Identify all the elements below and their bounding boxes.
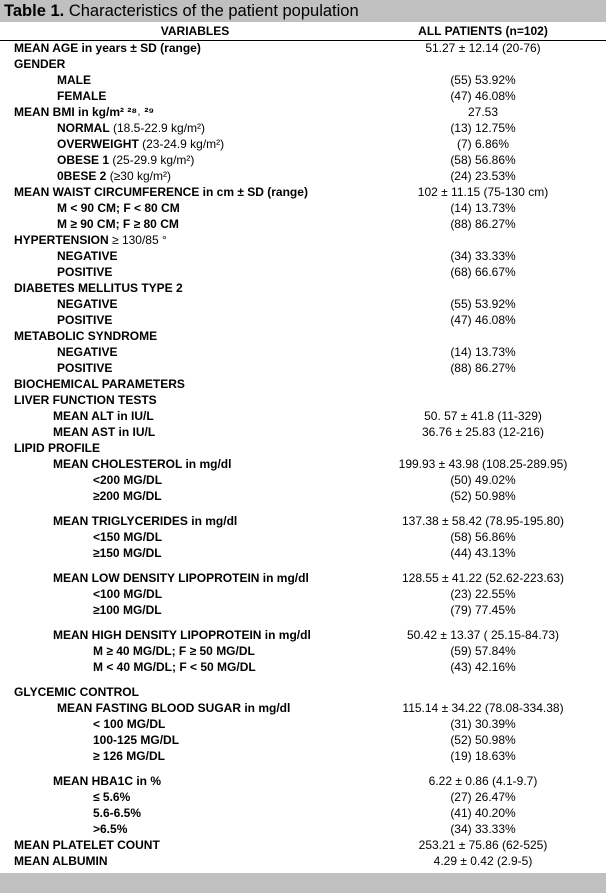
row-label bbox=[93, 545, 162, 561]
row-label bbox=[57, 168, 171, 184]
row-label bbox=[14, 280, 183, 296]
row-label bbox=[14, 232, 167, 248]
row-label-text: MEAN WAIST CIRCUMFERENCE in cm ± SD (range) bbox=[14, 185, 308, 199]
row-label bbox=[53, 627, 311, 643]
table-row bbox=[0, 602, 606, 618]
row-label-note: (23-24.9 kg/m²) bbox=[138, 137, 225, 151]
row-value: (50) 49.02% bbox=[450, 473, 516, 487]
row-label-text: NEGATIVE bbox=[57, 345, 118, 359]
row-label bbox=[57, 700, 290, 716]
table-row bbox=[0, 152, 606, 168]
table-row bbox=[0, 732, 606, 748]
row-label-text: HYPERTENSION bbox=[14, 233, 109, 247]
row-label-text: DIABETES MELLITUS TYPE 2 bbox=[14, 281, 183, 295]
table-row bbox=[0, 376, 606, 392]
row-label-text: <200 MG/DL bbox=[93, 473, 163, 487]
table-row bbox=[0, 643, 606, 659]
row-label-note: (18.5-22.9 kg/m²) bbox=[109, 121, 206, 135]
table-row bbox=[0, 104, 606, 120]
row-value: (47) 46.08% bbox=[450, 89, 516, 103]
table-row bbox=[0, 853, 606, 869]
table-row bbox=[0, 529, 606, 545]
table-row bbox=[0, 168, 606, 184]
row-label-text: MALE bbox=[57, 73, 91, 87]
row-label bbox=[57, 360, 112, 376]
row-value: (41) 40.20% bbox=[450, 806, 516, 820]
row-label-note: (≥30 kg/m²) bbox=[106, 169, 171, 183]
table-row bbox=[0, 88, 606, 104]
table-header bbox=[0, 22, 606, 41]
row-label bbox=[57, 72, 91, 88]
row-label-note: (25-29.9 kg/m²) bbox=[109, 153, 195, 167]
row-label bbox=[93, 643, 255, 659]
row-value: 4.29 ± 0.42 (2.9-5) bbox=[433, 854, 533, 868]
table-title bbox=[4, 2, 359, 21]
row-label bbox=[53, 424, 155, 440]
row-label-text: MEAN TRIGLYCERIDES in mg/dl bbox=[53, 514, 238, 528]
table-row bbox=[0, 344, 606, 360]
table-row bbox=[0, 200, 606, 216]
table-row bbox=[0, 392, 606, 408]
row-label bbox=[14, 40, 201, 56]
row-value: (13) 12.75% bbox=[450, 121, 516, 135]
table-row bbox=[0, 659, 606, 675]
row-label bbox=[93, 586, 162, 602]
row-value: 199.93 ± 43.98 (108.25-289.95) bbox=[398, 457, 568, 471]
row-label-text: ≥150 MG/DL bbox=[93, 546, 162, 560]
row-label-text: MEAN HIGH DENSITY LIPOPROTEIN in mg/dl bbox=[53, 628, 311, 642]
table-row bbox=[0, 684, 606, 700]
table-row bbox=[0, 408, 606, 424]
row-label-text: >6.5% bbox=[93, 822, 128, 836]
row-value: (7) 6.86% bbox=[456, 137, 510, 151]
row-label bbox=[93, 732, 179, 748]
table-row bbox=[0, 264, 606, 280]
table-row bbox=[0, 700, 606, 716]
row-label bbox=[57, 152, 194, 168]
row-label-text: MEAN AGE in years ± SD (range) bbox=[14, 41, 201, 55]
row-label-text: LIVER FUNCTION TESTS bbox=[14, 393, 157, 407]
table-title-bar bbox=[0, 0, 606, 22]
row-label-text: < 100 MG/DL bbox=[93, 717, 166, 731]
row-label bbox=[53, 570, 309, 586]
row-label bbox=[93, 659, 256, 675]
row-label-text: MEAN HBA1C in % bbox=[53, 774, 162, 788]
table-row bbox=[0, 586, 606, 602]
row-label bbox=[57, 136, 224, 152]
row-label bbox=[57, 216, 179, 232]
row-value: 128.55 ± 41.22 (52.62-223.63) bbox=[401, 571, 565, 585]
row-label-text: NEGATIVE bbox=[57, 249, 118, 263]
row-label bbox=[93, 789, 130, 805]
table-row bbox=[0, 789, 606, 805]
row-label bbox=[14, 684, 139, 700]
row-value: 253.21 ± 75.86 (62-525) bbox=[418, 838, 548, 852]
table-row bbox=[0, 545, 606, 561]
table-row bbox=[0, 821, 606, 837]
table-row bbox=[0, 748, 606, 764]
row-label-text: MEAN BMI in kg/m² ²⁸˒ ²⁹ bbox=[14, 105, 155, 119]
row-label bbox=[14, 392, 157, 408]
row-label-text: POSITIVE bbox=[57, 265, 113, 279]
row-label-text: MEAN ALBUMIN bbox=[14, 854, 108, 868]
table-row bbox=[0, 184, 606, 200]
row-value: (58) 56.86% bbox=[450, 153, 516, 167]
row-label bbox=[93, 805, 141, 821]
row-label bbox=[57, 120, 205, 136]
row-label bbox=[14, 328, 157, 344]
row-label bbox=[93, 716, 165, 732]
table-row bbox=[0, 805, 606, 821]
row-label-text: NEGATIVE bbox=[57, 297, 118, 311]
row-value: (58) 56.86% bbox=[450, 530, 516, 544]
table-row bbox=[0, 716, 606, 732]
row-value: (88) 86.27% bbox=[450, 217, 516, 231]
row-label-text: M < 40 MG/DL; F < 50 MG/DL bbox=[93, 660, 256, 674]
table-number: Table 1. bbox=[4, 2, 65, 20]
row-label bbox=[53, 513, 237, 529]
row-value: 36.76 ± 25.83 (12-216) bbox=[421, 425, 544, 439]
table-footer-bar bbox=[0, 873, 606, 893]
row-label-text: BIOCHEMICAL PARAMETERS bbox=[14, 377, 185, 391]
row-label bbox=[57, 344, 117, 360]
row-label-note: ≥ 130/85 ° bbox=[108, 233, 167, 247]
row-label bbox=[57, 312, 112, 328]
table-row bbox=[0, 136, 606, 152]
row-label-text: MEAN LOW DENSITY LIPOPROTEIN in mg/dl bbox=[53, 571, 309, 585]
row-value: 27.53 bbox=[467, 105, 499, 119]
table-row bbox=[0, 248, 606, 264]
header-all-patients: ALL PATIENTS (n=102) bbox=[418, 24, 548, 38]
table-row bbox=[0, 456, 606, 472]
row-label bbox=[14, 184, 308, 200]
row-label-text: <150 MG/DL bbox=[93, 530, 163, 544]
row-label-text: ≥100 MG/DL bbox=[93, 603, 162, 617]
row-value: (52) 50.98% bbox=[450, 489, 516, 503]
row-value: 51.27 ± 12.14 (20-76) bbox=[425, 41, 541, 55]
row-value: (43) 42.16% bbox=[450, 660, 516, 674]
row-label bbox=[53, 773, 161, 789]
row-value: (52) 50.98% bbox=[450, 733, 516, 747]
row-value: 50.42 ± 13.37 ( 25.15-84.73) bbox=[406, 628, 560, 642]
row-value: (34) 33.33% bbox=[450, 249, 516, 263]
row-value: (34) 33.33% bbox=[450, 822, 516, 836]
table-row bbox=[0, 232, 606, 248]
row-label bbox=[57, 296, 117, 312]
row-label bbox=[93, 472, 162, 488]
row-label-text: M ≥ 40 MG/DL; F ≥ 50 MG/DL bbox=[93, 644, 255, 658]
row-label-text: MEAN AST in IU/L bbox=[53, 425, 156, 439]
row-label bbox=[14, 56, 65, 72]
row-label bbox=[57, 88, 106, 104]
row-label bbox=[57, 200, 180, 216]
row-value: (79) 77.45% bbox=[450, 603, 516, 617]
row-value: (44) 43.13% bbox=[450, 546, 516, 560]
row-label-text: LIPID PROFILE bbox=[14, 441, 101, 455]
row-label bbox=[14, 376, 185, 392]
row-label-text: MEAN PLATELET COUNT bbox=[14, 838, 160, 852]
table-row bbox=[0, 488, 606, 504]
row-label-text: 100-125 MG/DL bbox=[93, 733, 180, 747]
table-row bbox=[0, 570, 606, 586]
row-label bbox=[53, 456, 231, 472]
row-label-text: NORMAL bbox=[57, 121, 110, 135]
row-label-text: ≥ 126 MG/DL bbox=[93, 749, 165, 763]
row-label-text: OVERWEIGHT bbox=[57, 137, 139, 151]
row-value: (68) 66.67% bbox=[450, 265, 516, 279]
header-variables: VARIABLES bbox=[160, 24, 230, 38]
table-row bbox=[0, 296, 606, 312]
row-label-text: METABOLIC SYNDROME bbox=[14, 329, 158, 343]
row-value: 137.38 ± 58.42 (78.95-195.80) bbox=[401, 514, 565, 528]
row-label-text: MEAN FASTING BLOOD SUGAR in mg/dl bbox=[57, 701, 291, 715]
row-value: 115.14 ± 34.22 (78.08-334.38) bbox=[402, 701, 564, 715]
table-row bbox=[0, 627, 606, 643]
row-value: 50. 57 ± 41.8 (11-329) bbox=[424, 409, 542, 423]
table-row bbox=[0, 216, 606, 232]
table-row bbox=[0, 120, 606, 136]
table-row bbox=[0, 360, 606, 376]
row-label-text: ≤ 5.6% bbox=[93, 790, 131, 804]
row-label-text: GENDER bbox=[14, 57, 66, 71]
row-value: (55) 53.92% bbox=[450, 73, 516, 87]
row-value: (23) 22.55% bbox=[450, 587, 516, 601]
row-label bbox=[57, 264, 112, 280]
row-label bbox=[14, 440, 100, 456]
row-value: (27) 26.47% bbox=[450, 790, 516, 804]
table-row bbox=[0, 837, 606, 853]
row-label bbox=[14, 853, 108, 869]
row-label bbox=[14, 837, 160, 853]
table-row bbox=[0, 328, 606, 344]
row-label bbox=[14, 104, 154, 120]
table-caption: Characteristics of the patient population bbox=[68, 2, 359, 20]
row-label-text: FEMALE bbox=[57, 89, 107, 103]
table-row bbox=[0, 40, 606, 56]
row-value: (59) 57.84% bbox=[450, 644, 516, 658]
table-row bbox=[0, 424, 606, 440]
row-label-text: OBESE 1 bbox=[57, 153, 110, 167]
row-value: (31) 30.39% bbox=[450, 717, 516, 731]
row-value: (24) 23.53% bbox=[450, 169, 516, 183]
row-label-text: POSITIVE bbox=[57, 361, 113, 375]
row-label-text: 5.6-6.5% bbox=[93, 806, 142, 820]
table-row bbox=[0, 513, 606, 529]
row-value: 102 ± 11.15 (75-130 cm) bbox=[417, 185, 549, 199]
row-value: (14) 13.73% bbox=[450, 345, 516, 359]
row-value: (88) 86.27% bbox=[450, 361, 516, 375]
row-value: (55) 53.92% bbox=[450, 297, 516, 311]
table-row bbox=[0, 773, 606, 789]
table-row bbox=[0, 56, 606, 72]
row-value: (14) 13.73% bbox=[450, 201, 516, 215]
row-label bbox=[93, 488, 162, 504]
row-label-text: ≥200 MG/DL bbox=[93, 489, 162, 503]
row-label bbox=[93, 529, 162, 545]
row-label-text: GLYCEMIC CONTROL bbox=[14, 685, 139, 699]
row-label bbox=[57, 248, 117, 264]
row-label-text: MEAN ALT in IU/L bbox=[53, 409, 154, 423]
row-value: 6.22 ± 0.86 (4.1-9.7) bbox=[428, 774, 538, 788]
row-label-text: POSITIVE bbox=[57, 313, 113, 327]
row-label bbox=[93, 821, 127, 837]
row-label bbox=[53, 408, 154, 424]
row-label bbox=[93, 602, 162, 618]
table-body bbox=[0, 40, 606, 869]
table-row bbox=[0, 472, 606, 488]
row-label-text: MEAN CHOLESTEROL in mg/dl bbox=[53, 457, 232, 471]
row-label-text: M < 90 CM; F < 80 CM bbox=[57, 201, 180, 215]
table-row bbox=[0, 280, 606, 296]
table-row bbox=[0, 440, 606, 456]
row-label-text: 0BESE 2 bbox=[57, 169, 107, 183]
row-label bbox=[93, 748, 165, 764]
table-row bbox=[0, 72, 606, 88]
table-row bbox=[0, 312, 606, 328]
row-value: (47) 46.08% bbox=[450, 313, 516, 327]
row-label-text: M ≥ 90 CM; F ≥ 80 CM bbox=[57, 217, 179, 231]
row-label-text: <100 MG/DL bbox=[93, 587, 163, 601]
row-value: (19) 18.63% bbox=[450, 749, 516, 763]
